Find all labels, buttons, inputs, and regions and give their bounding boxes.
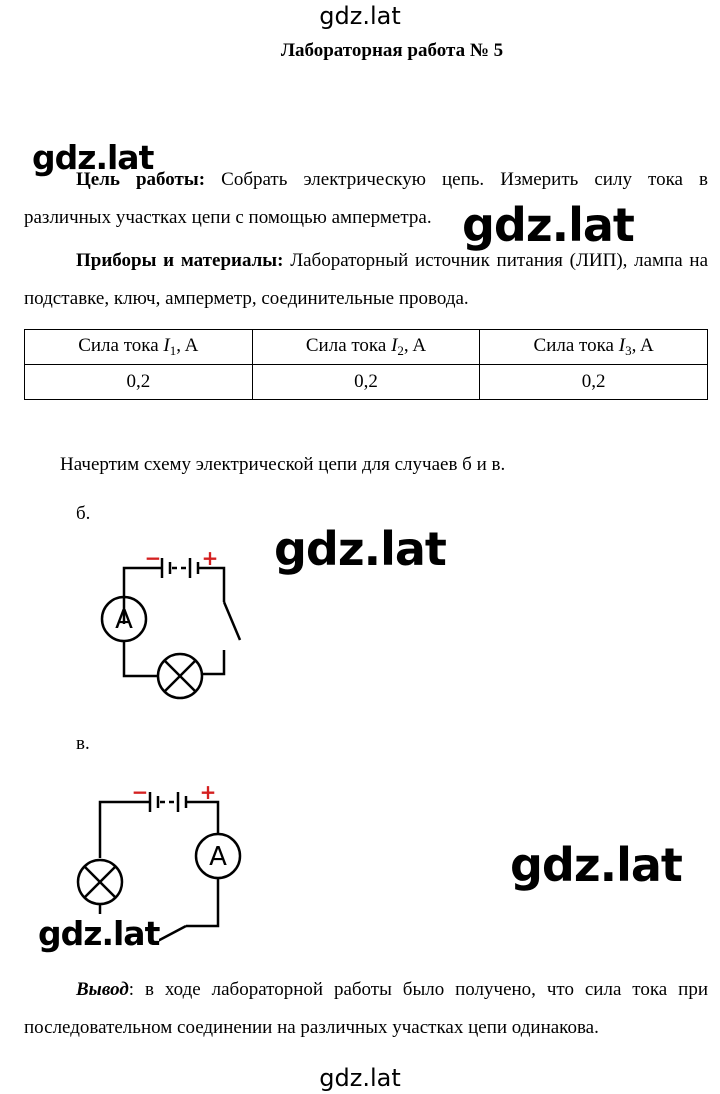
conclusion-text: : в ходе лабораторной работы было получено, что сила тока при последовательном соединении на различных участках цепи одинакова. [24,979,708,1038]
value-cell-2: 0,2 [252,365,480,400]
header-cell-1: Сила тока $I_1$, A [25,330,253,365]
table-header-row [25,330,708,365]
table-row [25,365,708,400]
results-table [24,329,708,400]
goal-text: Собрать электрическую цепь. Измерить силу тока в различных участках цепи с помощью амперметра. [24,169,709,228]
minus-v-label: − [131,780,149,804]
materials-text: Лабораторный источник питания (ЛИП), лампа на подставке, ключ, амперметр, соединительные провода. [24,250,709,309]
materials-label: Приборы и материалы: [76,250,284,271]
watermark-switch: gdz.lat [38,914,160,953]
case-v-label: в. [76,733,90,754]
case-b-label: б. [76,503,91,524]
watermark-goal: gdz.lat [32,138,154,177]
page-title: Лабораторная работа № 5 [280,40,504,61]
materials-paragraph [24,242,708,318]
conclusion-label: Вывод [76,979,129,1000]
plus-v-label: + [199,780,217,804]
value-cell-1: 0,2 [25,365,253,400]
ammeter-b-label: A [115,605,133,635]
value-cell-3: 0,2 [480,365,708,400]
conclusion-paragraph [24,971,708,1047]
header-cell-3: Сила тока $I_3$, A [480,330,708,365]
ammeter-v-label: A [209,842,227,872]
watermark-circuit-v: gdz.lat [510,838,682,892]
goal-label: Цель работы: [76,169,206,190]
watermark-circuit-b: gdz.lat [274,522,446,576]
watermark-bottom: gdz.lat [319,1064,401,1092]
watermark-main: gdz.lat [462,198,634,252]
circuit-b-diagram [96,546,256,706]
draw-instruction: Начертим схему электрической цепи для случаев б и в. [60,454,506,475]
plus-b-label: + [201,546,219,570]
header-cell-2: Сила тока $I_2$, A [252,330,480,365]
minus-b-label: − [144,546,162,570]
watermark-top: gdz.lat [319,2,401,30]
